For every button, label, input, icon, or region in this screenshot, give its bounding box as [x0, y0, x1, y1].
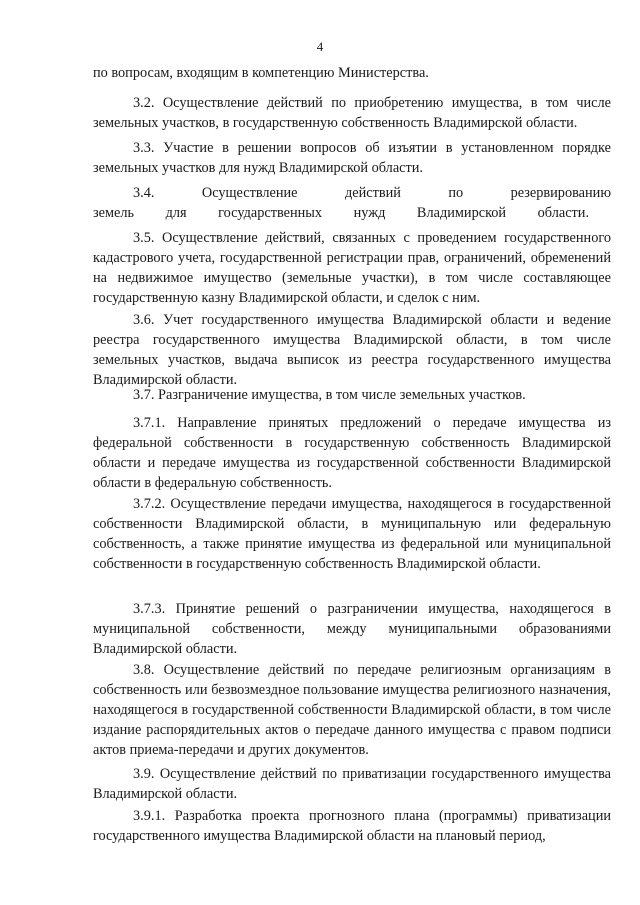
- paragraph-3-9-1: 3.9.1. Разработка проекта прогнозного плана (программы) приватизации государственного имущества Владимирской области на плановый период,: [93, 808, 611, 844]
- paragraph-3-2: 3.2. Осуществление действий по приобретению имущества, в том числе земельных участков, в государственную собственность Владимирской области.: [93, 95, 611, 131]
- paragraph-3-7-1: 3.7.1. Направление принятых предложений о передаче имущества из федеральной собственности в государственную собственность Владимирской области и передаче имущества из государственной собственности Владимирской области в федеральную собственность.: [93, 415, 611, 491]
- paragraph-3-7-3: 3.7.3. Принятие решений о разграничении имущества, находящегося в муниципальной собственности, между муниципальными образованиями Владимирской области.: [93, 601, 611, 657]
- paragraph-3-9: 3.9. Осуществление действий по приватизации государственного имущества Владимирской области.: [93, 766, 611, 802]
- paragraph-3-8: 3.8. Осуществление действий по передаче религиозным организациям в собственность или безвозмездное пользование имущества религиозного назначения, находящегося в государственной собственности Владимирской области, в том числе издание распорядительных актов о передаче данного имущества с правом подписи актов приема-передачи и других документов.: [93, 662, 611, 758]
- paragraph-3-6: 3.6. Учет государственного имущества Владимирской области и ведение реестра государственного имущества Владимирской области, в том числе земельных участков, выдача выписок из реестра государственного имущества Владимирской области.: [93, 312, 611, 388]
- page-number: 4: [316, 39, 324, 54]
- paragraph-3-3: 3.3. Участие в решении вопросов об изъятии в установленном порядке земельных участков для нужд Владимирской области.: [93, 140, 611, 176]
- paragraph-3-5: 3.5. Осуществление действий, связанных с проведением государственного кадастрового учета, государственной регистрации прав, ограничений, обременений на недвижимое имущество (земельные участки), в том числе составляющее государственную казну Владимирской области, и сделок с ним.: [93, 230, 611, 306]
- paragraph-3-4: 3.4. Осуществление действий по резервированию земель для государственных нужд Владимирской области.: [93, 185, 611, 221]
- paragraph-continuation: по вопросам, входящим в компетенцию Министерства.: [93, 65, 429, 81]
- paragraph-3-7-2: 3.7.2. Осуществление передачи имущества, находящегося в государственной собственности Владимирской области, в муниципальную или федеральную собственность, а также принятие имущества из федеральной или муниципальной собственности в государственную собственность Владимирской области.: [93, 496, 611, 572]
- paragraph-3-7: 3.7. Разграничение имущества, в том числе земельных участков.: [133, 387, 526, 403]
